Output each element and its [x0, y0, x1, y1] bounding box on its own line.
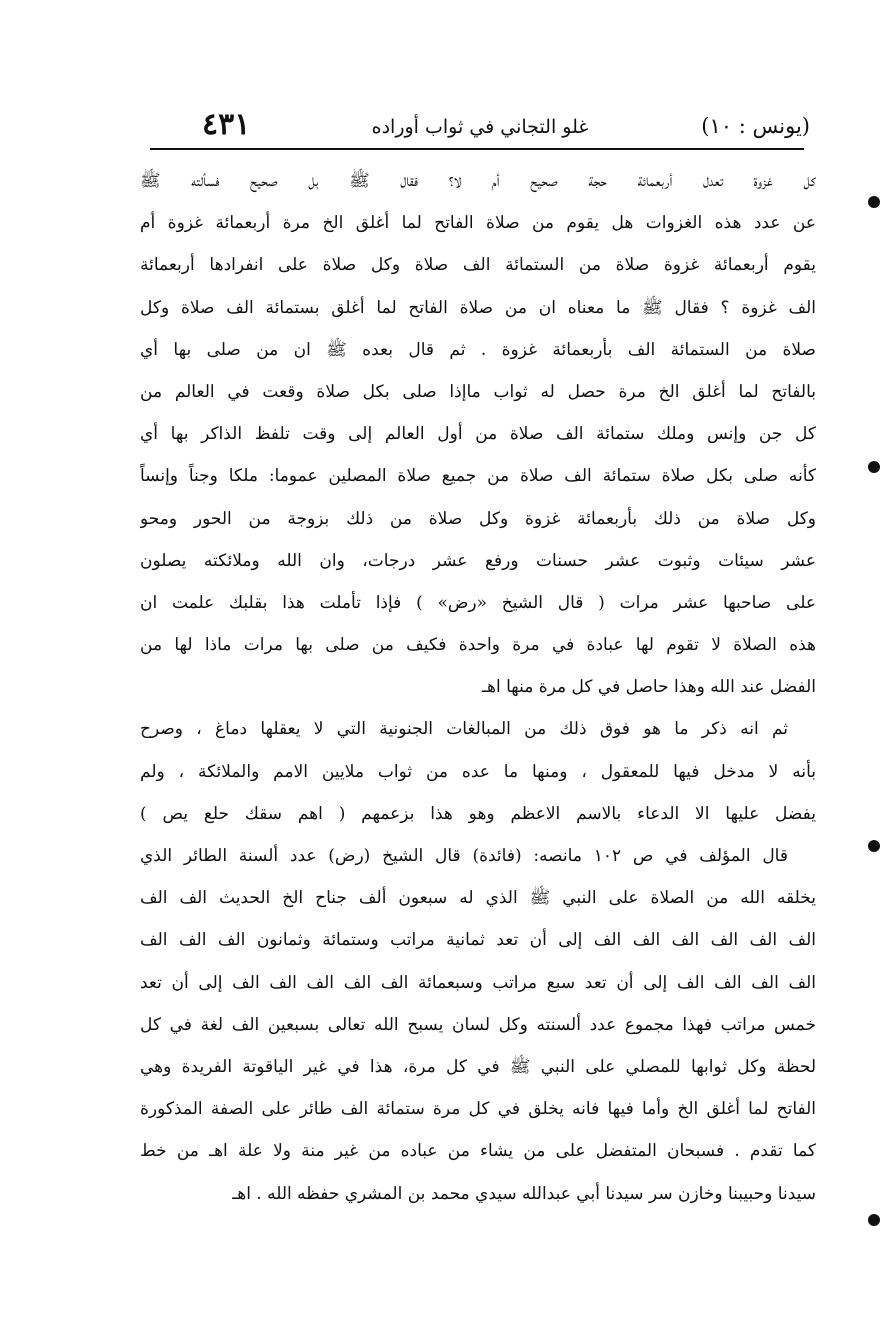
body-text [140, 160, 816, 1215]
text-line: كل جن وإنس وملك ستمائة الف صلاة من أول العالم إلى وقت تلفظ الذاكر بها أي [140, 424, 816, 445]
text-line: لحظة وكل ثوابها للمصلي على النبي ﷺ في كل مرة، هذا في غير الياقوتة الفريدة وهي [140, 1056, 816, 1077]
text-line: بالفاتح لما أغلق الخ مرة حصل له ثواب ماإذا صلى بكل صلاة وقعت في العالم من [140, 381, 816, 402]
text-line: كأنه صلى بكل صلاة ستمائة الف صلاة من جميع صلاة المصلين عموما: ملكا وجناً وإنساً [140, 466, 816, 487]
text-line: الفاتح لما أغلق الخ وأما فيها فانه يخلق في كل مرة ستمائة الف طائر على الصفة المذكورة [140, 1099, 816, 1120]
header-rule [150, 148, 804, 150]
page-number: ٤٣١ [202, 107, 251, 142]
verse-reference: (يونس : ١٠) [701, 114, 810, 138]
text-line: يخلقه الله من الصلاة على النبي ﷺ الذي له سبعون ألف جناح الخ الحديث الف الف [140, 888, 816, 909]
text-line: قال المؤلف في ص ١٠٢ مانصه: (فائدة) قال الشيخ (رض) عدد ألسنة الطائر الذي [140, 846, 788, 866]
running-title: غلو التجاني في ثواب أوراده [371, 116, 589, 138]
text-line: الفضل عند الله وهذا حاصل في كل مرة منها اهـ [482, 677, 816, 698]
text-line: على صاحبها عشر مرات ( قال الشيخ «رض» ) فإذا تأملت هذا بقلبك علمت ان [140, 592, 816, 613]
margin-punch-mark [868, 461, 880, 473]
text-line: سيدنا وحبيبنا وخازن سر سيدنا أبي عبدالله سيدي محمد بن المشري حفظه الله . اهـ [232, 1183, 816, 1204]
text-line: وكل صلاة من ذلك بأربعمائة غزوة وكل صلاة من ذلك بزوجة من الحور ومحو [140, 508, 816, 529]
running-header [150, 108, 810, 146]
text-line: كما تقدم . فسبحان المتفضل على من يشاء من عباده من غير منة ولا علة اهـ من خط [140, 1141, 816, 1162]
margin-punch-mark [868, 840, 880, 852]
text-line: عشر سيئات وثبوت عشر حسنات ورفع عشر درجات، وان الله وملائكته يصلون [140, 550, 816, 571]
text-line: كل غزوة تعدل أربعمائة حجة صحيح أم لا؟ فقال ﷺ بل صحيح فسألته ﷺ [140, 171, 816, 191]
text-line: هذه الصلاة لا تقوم لها عبادة في مرة واحدة فكيف من صلى بها مرات ماذا لها من [140, 635, 816, 656]
text-line: الف الف الف الف إلى أن تعد سبع مراتب وسبعمائة الف الف الف الف الف إلى أن تعد [140, 972, 816, 993]
text-line: ثم انه ذكر ما هو فوق ذلك من المبالغات الجنونية التي لا يعقلها دماغ ، وصرح [140, 719, 788, 740]
margin-punch-mark [868, 1214, 880, 1226]
text-line: بأنه لا مدخل فيها للمعقول ، ومنها ما عده من ثواب ملايين الامم والملائكة ، ولم [140, 761, 816, 782]
text-line: يفضل عليها الا الدعاء بالاسم الاعظم وهو هذا بزعمهم ( اهم سقك حلع يص ) [140, 803, 816, 824]
text-line: خمس مراتب فهذا مجموع عدد ألسنته وكل لسان يسبح الله تعالى بسبعين الف لغة في كل [140, 1014, 816, 1035]
text-line: صلاة من الستمائة الف بأربعمائة غزوة . ثم قال بعده ﷺ ان من صلى بها أي [140, 339, 816, 360]
text-line: الف غزوة ؟ فقال ﷺ ما معناه ان من صلاة الفاتح لما أغلق بستمائة الف صلاة وكل [140, 297, 816, 318]
margin-punch-mark [868, 196, 880, 208]
text-line: الف الف الف الف الف الف إلى أن تعد ثمانية مراتب وستمائة وثمانون الف الف الف [140, 930, 816, 951]
text-line: يقوم أربعمائة غزوة صلاة من الستمائة الف صلاة وكل صلاة على انفرادها أربعمائة [140, 255, 816, 276]
text-line: عن عدد هذه الغزوات هل يقوم من صلاة الفاتح لما أغلق الخ مرة أربعمائة غزوة أم [140, 213, 816, 234]
